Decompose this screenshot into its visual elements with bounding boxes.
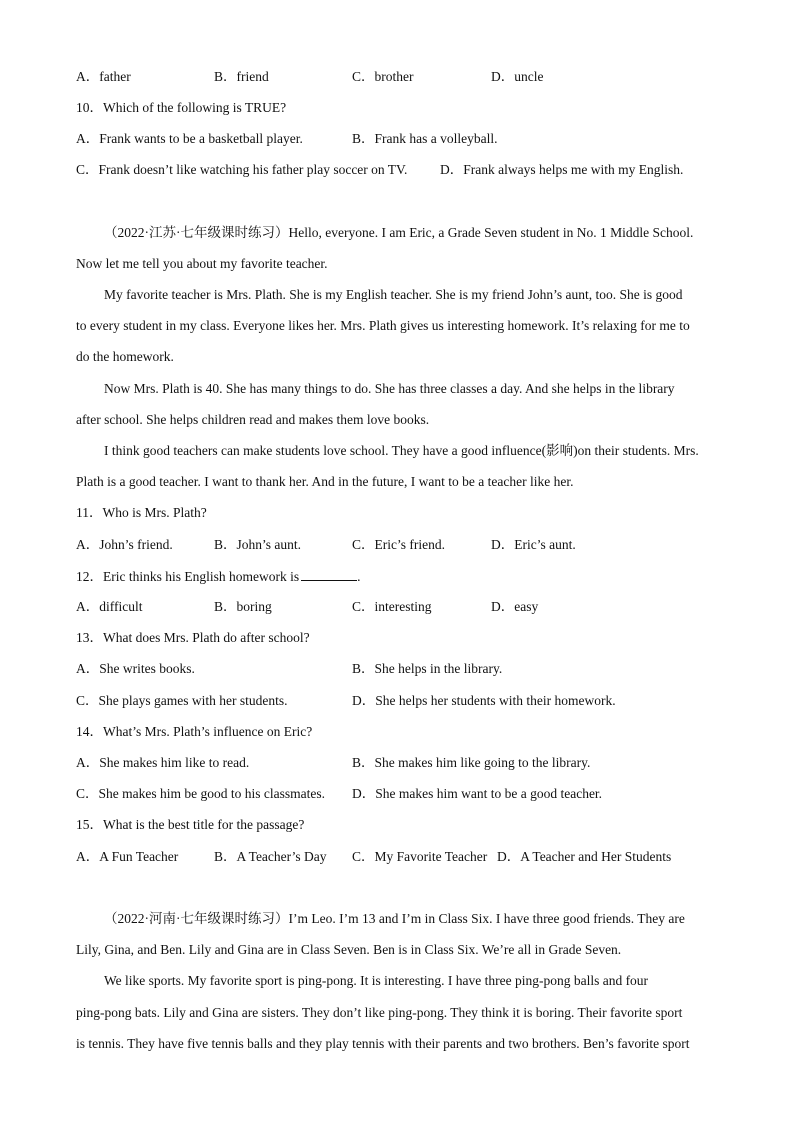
q14-option-c: C．She makes him be good to his classmates. <box>76 786 325 801</box>
q9-option-c: C．brother <box>352 69 414 84</box>
q12-option-d: D．easy <box>491 599 539 614</box>
q11-stem: 11．Who is Mrs. Plath? <box>76 505 207 520</box>
q14-option-a: A．She makes him like to read. <box>76 755 250 770</box>
q13-stem: 13．What does Mrs. Plath do after school? <box>76 630 310 645</box>
q12-option-c: C．interesting <box>352 599 432 614</box>
q10-option-c: C．Frank doesn’t like watching his father play soccer on TV. <box>76 162 408 177</box>
passage-2-line: after school. She helps children read and makes them love books. <box>76 412 430 427</box>
q14-stem: 14．What’s Mrs. Plath’s influence on Eric? <box>76 724 313 739</box>
q10-option-a: A．Frank wants to be a basketball player. <box>76 131 303 146</box>
q13-option-a: A．She writes books. <box>76 661 195 676</box>
q13-option-c: C．She plays games with her students. <box>76 693 288 708</box>
q14-option-d: D．She makes him want to be a good teacher. <box>352 786 603 801</box>
q12-stem-end: . <box>357 569 361 584</box>
q15-option-b: B．A Teacher’s Day <box>214 849 327 864</box>
q15-option-d: D．A Teacher and Her Students <box>497 849 672 864</box>
q13-option-b: B．She helps in the library. <box>352 661 503 676</box>
passage-2-line: I think good teachers can make students love school. They have a good influence(影响)on their students. Mrs. <box>104 443 699 458</box>
passage-3-line: （2022·河南·七年级课时练习）I’m Leo. I’m 13 and I’m in Class Six. I have three good friends. They are <box>104 911 685 926</box>
passage-3-line: We like sports. My favorite sport is ping-pong. It is interesting. I have three ping-pong balls and four <box>104 973 649 988</box>
q10-option-d: D．Frank always helps me with my English. <box>440 162 684 177</box>
q11-option-c: C．Eric’s friend. <box>352 537 445 552</box>
q12-option-b: B．boring <box>214 599 272 614</box>
q10-stem: 10．Which of the following is TRUE? <box>76 100 287 115</box>
passage-2-line: （2022·江苏·七年级课时练习）Hello, everyone. I am Eric, a Grade Seven student in No. 1 Middle School. <box>104 225 694 240</box>
q9-option-d: D．uncle <box>491 69 544 84</box>
passage-3-line: is tennis. They have five tennis balls and they play tennis with their parents and two brothers. Ben’s favorite sport <box>76 1036 690 1051</box>
passage-2-line: do the homework. <box>76 349 174 364</box>
passage-2-line: to every student in my class. Everyone likes her. Mrs. Plath gives us interesting homework. It’s relaxing for me to <box>76 318 690 333</box>
q13-option-d: D．She helps her students with their homework. <box>352 693 616 708</box>
passage-2-line: My favorite teacher is Mrs. Plath. She is my English teacher. She is my friend John’s aunt, too. She is good <box>104 287 683 302</box>
q15-stem: 15．What is the best title for the passage? <box>76 817 305 832</box>
q9-option-b: B．friend <box>214 69 269 84</box>
passage-3-line: ping-pong bats. Lily and Gina are sisters. They don’t like ping-pong. They think it is boring. Their favorite sport <box>76 1005 683 1020</box>
passage-2-line: Now Mrs. Plath is 40. She has many things to do. She has three classes a day. And she helps in the library <box>104 381 675 396</box>
q11-option-d: D．Eric’s aunt. <box>491 537 576 552</box>
q9-option-a: A．father <box>76 69 131 84</box>
q11-option-b: B．John’s aunt. <box>214 537 302 552</box>
q12-stem-text: 12．Eric thinks his English homework is <box>76 569 300 584</box>
answer-blank <box>301 569 357 581</box>
q11-option-a: A．John’s friend. <box>76 537 173 552</box>
q12-option-a: A．difficult <box>76 599 143 614</box>
passage-2-line: Now let me tell you about my favorite teacher. <box>76 256 328 271</box>
q12-stem <box>76 569 361 584</box>
passage-2-line: Plath is a good teacher. I want to thank her. And in the future, I want to be a teacher like her. <box>76 474 574 489</box>
q14-option-b: B．She makes him like going to the library. <box>352 755 591 770</box>
passage-3-line: Lily, Gina, and Ben. Lily and Gina are in Class Seven. Ben is in Class Six. We’re all in Grade Seven. <box>76 942 622 957</box>
q15-option-c: C．My Favorite Teacher <box>352 849 488 864</box>
q15-option-a: A．A Fun Teacher <box>76 849 179 864</box>
q10-option-b: B．Frank has a volleyball. <box>352 131 498 146</box>
